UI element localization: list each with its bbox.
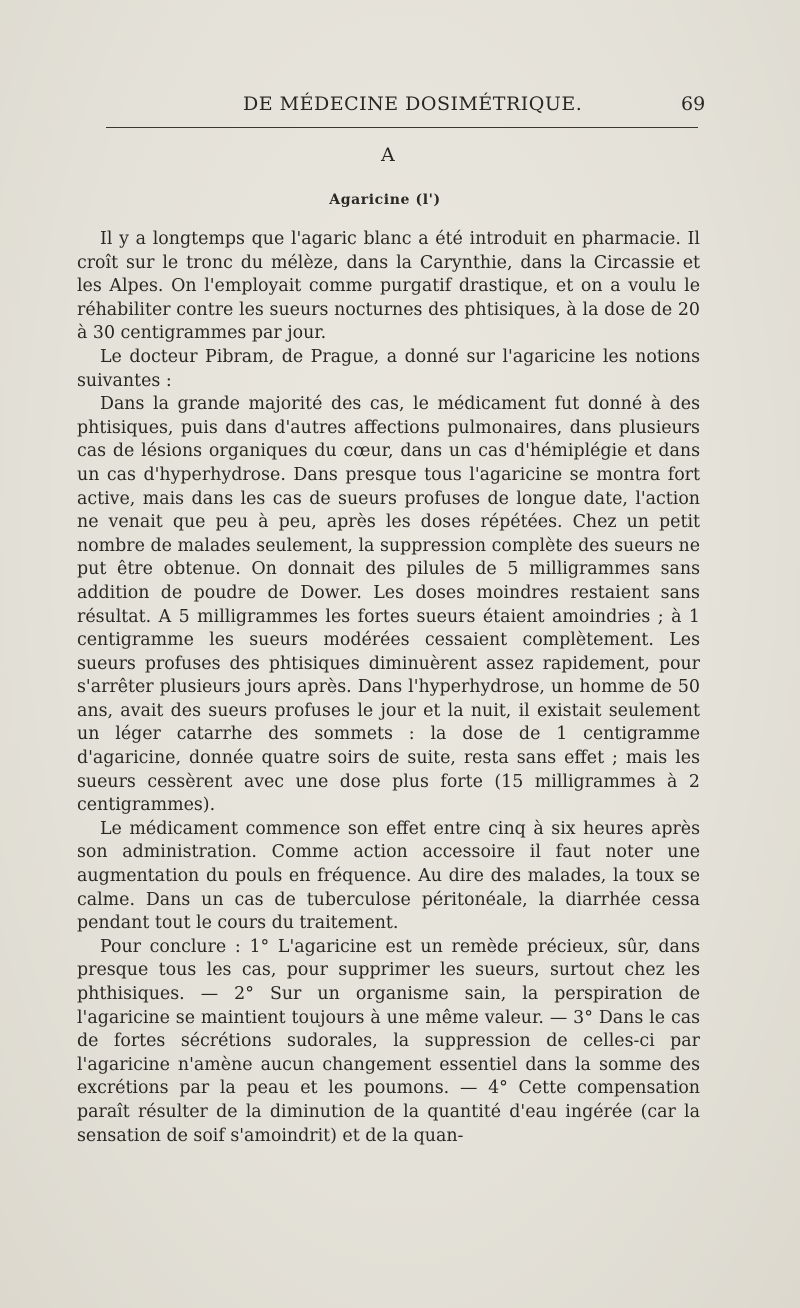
- paragraph: Dans la grande majorité des cas, le médicament fut donné à des phtisiques, puis dans d'autres affections pulmonaires, dans plusieurs cas de lésions organiques du cœur, dans un cas d'hémiplégie et dans un cas d'hyperhydrose. Dans presque tous l'agaricine se montra fort active, mais dans les cas de sueurs profuses de longue date, l'action ne venait que peu à peu, après les doses répétées. Chez un petit nombre de malades seulement, la suppression complète des sueurs ne put être obtenue. On donnait des pilules de 5 milligrammes sans addition de poudre de Dower. Les doses moindres restaient sans résultat. A 5 milligrammes les fortes sueurs étaient amoindries ; à 1 centigramme les sueurs modérées cessaient complètement. Les sueurs profuses des phtisiques diminuèrent assez rapidement, pour s'arrêter plusieurs jours après. Dans l'hyperhydrose, un homme de 50 ans, avait des sueurs profuses le jour et la nuit, il existait seulement un léger catarrhe des sommets : la dose de 1 centigramme d'agaricine, donnée quatre soirs de suite, resta sans effet ; mais les sueurs cessèrent avec une dose plus forte (15 milligrammes à 2 centigrammes).: [77, 394, 700, 816]
- article-title: Agaricine (l'): [329, 192, 441, 208]
- body-text: [77, 228, 700, 1148]
- paragraph: Le docteur Pibram, de Prague, a donné sur l'agaricine les notions suivantes :: [77, 346, 700, 391]
- header-rule: [106, 127, 698, 128]
- running-title: DE MÉDECINE DOSIMÉTRIQUE.: [243, 93, 583, 115]
- paragraph: Pour conclure : 1° L'agaricine est un remède précieux, sûr, dans presque tous les cas, pour supprimer les sueurs, surtout chez les phthisiques. — 2° Sur un organisme sain, la perspiration de l'agaricine se maintient toujours à une même valeur. — 3° Dans le cas de fortes sécrétions sudorales, la suppression de celles-ci par l'agaricine n'amène aucun changement essentiel dans la somme des excrétions par la peau et les poumons. — 4° Cette compensation paraît résulter de la diminution de la quantité d'eau ingérée (car la sensation de soif s'amoindrit) et de la quan-: [77, 936, 700, 1146]
- paragraph: Il y a longtemps que l'agaric blanc a été introduit en pharmacie. Il croît sur le tronc du mélèze, dans la Carynthie, dans la Circassie et les Alpes. On l'employait comme purgatif drastique, et on a voulu le réhabiliter contre les sueurs nocturnes des phtisiques, à la dose de 20 à 30 centigrammes par jour.: [77, 229, 700, 344]
- page-number: 69: [681, 93, 706, 115]
- paragraph: Le médicament commence son effet entre cinq à six heures après son administration. Comme action accessoire il faut noter une augmentation du pouls en fréquence. Au dire des malades, la toux se calme. Dans un cas de tuberculose péritonéale, la diarrhée cessa pendant tout le cours du traitement.: [77, 818, 700, 934]
- section-letter: A: [381, 144, 395, 166]
